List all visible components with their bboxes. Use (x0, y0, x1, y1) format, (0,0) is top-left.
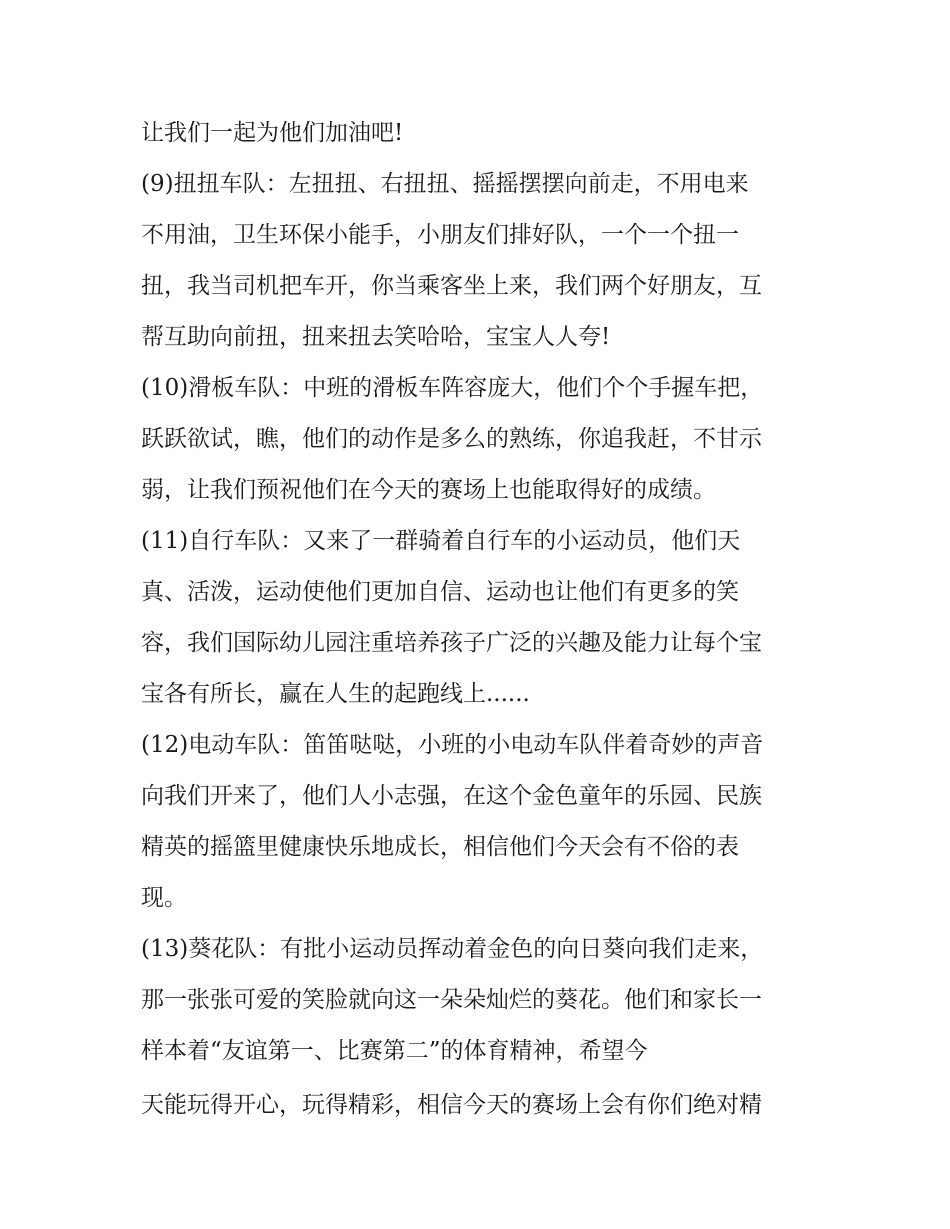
text-line: 扭，我当司机把车开，你当乘客坐上来，我们两个好朋友，互 (141, 273, 762, 299)
text-line: (13)葵花队：有批小运动员挥动着金色的向日葵向我们走来， (141, 936, 764, 962)
text-line: (10)滑板车队：中班的滑板车阵容庞大，他们个个手握车把， (141, 375, 764, 401)
text-line: 帮互助向前扭，扭来扭去笑哈哈，宝宝人人夸! (141, 324, 611, 350)
text-line: 容，我们国际幼儿园注重培养孩子广泛的兴趣及能力让每个宝 (141, 630, 762, 656)
text-line: 向我们开来了，他们人小志强，在这个金色童年的乐园、民族 (141, 783, 762, 809)
text-line: (12)电动车队：笛笛哒哒，小班的小电动车队伴着奇妙的声音 (141, 732, 764, 758)
body-text (141, 108, 821, 1131)
text-line: 跃跃欲试，瞧，他们的动作是多么的熟练，你追我赶，不甘示 (141, 426, 762, 452)
text-line: 精英的摇篮里健康快乐地成长，相信他们今天会有不俗的表 (141, 834, 739, 860)
text-line: 宝各有所长，赢在人生的起跑线上...... (141, 681, 530, 707)
text-line: (9)扭扭车队：左扭扭、右扭扭、摇摇摆摆向前走，不用电来 (141, 171, 749, 197)
text-line: 不用油，卫生环保小能手，小朋友们排好队，一个一个扭一 (141, 222, 739, 248)
text-line: 那一张张可爱的笑脸就向这一朵朵灿烂的葵花。他们和家长一 (141, 987, 762, 1013)
text-line: 弱，让我们预祝他们在今天的赛场上也能取得好的成绩。 (141, 477, 716, 503)
text-line: 样本着“友谊第一、比赛第二”的体育精神，希望今 (141, 1038, 648, 1064)
text-line: 真、活泼，运动使他们更加自信、运动也让他们有更多的笑 (141, 579, 739, 605)
text-line: 让我们一起为他们加油吧! (141, 120, 404, 146)
text-line: 天能玩得开心，玩得精彩，相信今天的赛场上会有你们绝对精 (141, 1092, 762, 1118)
text-line: (11)自行车队：又来了一群骑着自行车的小运动员，他们天 (141, 528, 741, 554)
text-line: 现。 (141, 885, 187, 911)
